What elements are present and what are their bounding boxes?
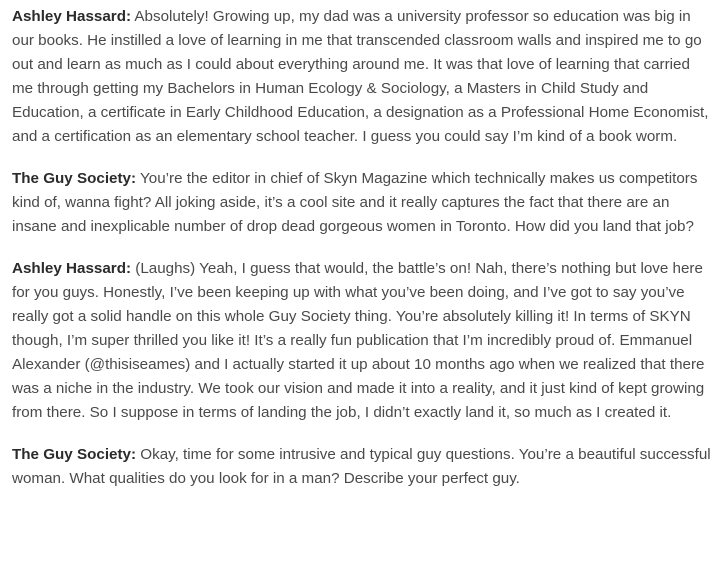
speaker-name: Ashley Hassard:: [12, 260, 132, 277]
paragraph-text: Okay, time for some intrusive and typical guy questions. You’re a beautiful successful woman. What qualities do you look for in a man? Describe your perfect guy.: [12, 446, 711, 487]
paragraph-text: You’re the editor in chief of Skyn Magazine which technically makes us competitors kind of, wanna fight? All joking aside, it’s a cool site and it really captures the fact that there are an insane and inexplicable number of drop dead gorgeous women in Toronto. How did you land that job?: [12, 170, 698, 235]
interview-paragraph: [12, 443, 712, 491]
interview-paragraph: [12, 167, 712, 239]
interview-paragraph: [12, 5, 712, 149]
speaker-name: Ashley Hassard:: [12, 8, 132, 25]
paragraph-text: (Laughs) Yeah, I guess that would, the battle’s on! Nah, there’s nothing but love here for you guys. Honestly, I’ve been keeping up with what you’ve been doing, and I’ve got to say you’ve really got a solid handle on this whole Guy Society thing. You’re absolutely killing it! In terms of SKYN though, I’m super thrilled you like it! It’s a really fun publication that I’m incredibly proud of. Emmanuel Alexander (@thisiseames) and I actually started it up about 10 months ago when we realized that there was a niche in the industry. We took our vision and made it into a reality, and it just kind of kept growing from there. So I suppose in terms of landing the job, I didn’t exactly land it, so much as I created it.: [12, 260, 705, 421]
interview-paragraph: [12, 257, 712, 425]
speaker-name: The Guy Society:: [12, 446, 137, 463]
paragraph-text: Absolutely! Growing up, my dad was a university professor so education was big in our books. He instilled a love of learning in me that transcended classroom walls and inspired me to go out and learn as much as I could about everything around me. It was that love of learning that carried me through getting my Bachelors in Human Ecology & Sociology, a Masters in Child Study and Education, a certificate in Early Childhood Education, a designation as a Professional Home Economist, and a certification as an elementary school teacher. I guess you could say I’m kind of a book worm.: [12, 8, 709, 145]
interview-article: [12, 5, 712, 509]
speaker-name: The Guy Society:: [12, 170, 137, 187]
